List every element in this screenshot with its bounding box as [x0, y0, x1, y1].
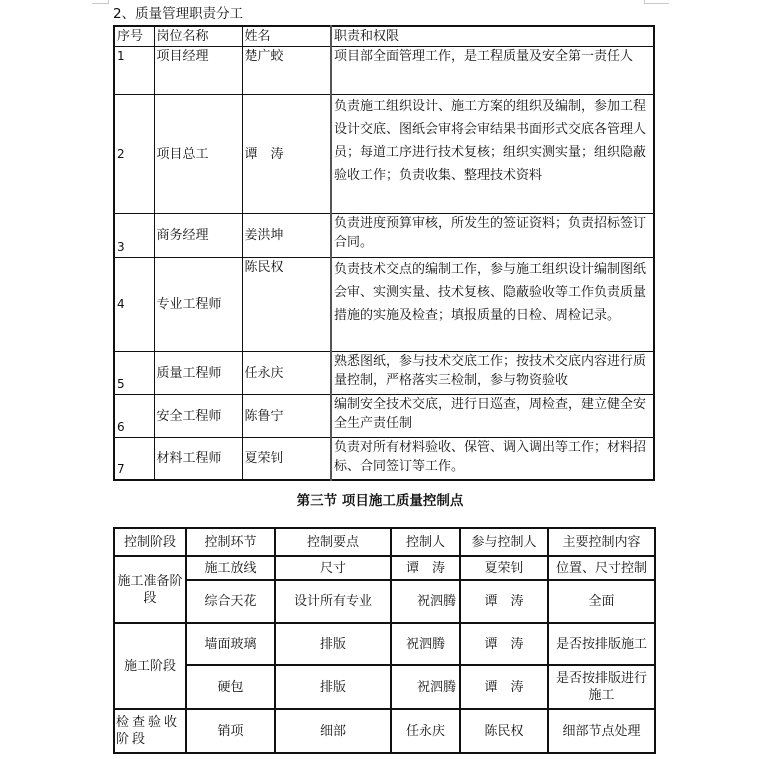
link-cell: 硬包	[186, 665, 275, 709]
header-cell: 职责和权限	[331, 26, 654, 47]
link-cell: 施工放线	[186, 556, 275, 580]
table-row	[114, 395, 654, 438]
table-row	[114, 556, 655, 580]
table-header-row	[114, 528, 655, 556]
section-heading-duties: 2、质量管理职责分工	[113, 6, 244, 22]
header-cell: 参与控制人	[460, 528, 548, 556]
content-cell: 全面	[548, 580, 655, 623]
name-cell: 陈鲁宁	[242, 395, 331, 438]
controller-cell: 谭 涛	[391, 556, 460, 580]
duty-cell: 负责技术交点的编制工作，参与施工组织设计编制图纸会审、实测实量、技术复核、隐蔽验收等工作负责质量措施的实施及检查；填报质量的日检、周检记录。	[331, 258, 654, 352]
duty-cell: 熟悉图纸，参与技术交底工作；按技术交底内容进行质量控制，严格落实三检制，参与物资验收	[331, 352, 654, 395]
section-title: 第三节 项目施工质量控制点	[296, 493, 464, 509]
header-cell: 控制环节	[186, 528, 275, 556]
header-cell: 序号	[114, 26, 154, 47]
content-cell: 是否按排版施工	[548, 623, 655, 665]
point-cell: 尺寸	[275, 556, 391, 580]
header-cell: 主要控制内容	[548, 528, 655, 556]
link-cell: 综合天花	[186, 580, 275, 623]
link-cell: 墙面玻璃	[186, 623, 275, 665]
participant-cell: 陈民权	[460, 709, 548, 753]
table-row	[114, 258, 654, 352]
position-cell: 商务经理	[154, 214, 242, 258]
header-cell: 控制人	[391, 528, 460, 556]
row-number: 1	[114, 47, 154, 95]
position-cell: 质量工程师	[154, 352, 242, 395]
table-row	[114, 438, 654, 480]
name-cell: 楚广蛟	[242, 47, 331, 95]
table-row	[114, 709, 655, 753]
header-cell: 控制阶段	[114, 528, 186, 556]
duty-table	[113, 25, 655, 481]
duty-cell: 负责进度预算审核，所发生的签证资料；负责招标签订合同。	[331, 214, 654, 258]
controller-cell: 任永庆	[391, 709, 460, 753]
table-row	[114, 214, 654, 258]
duty-cell: 负责施工组织设计、施工方案的组织及编制，参加工程设计交底、图纸会审将会审结果书面形式交底各管理人员；每道工序进行技术复核；组织实测实量；组织隐蔽验收工作；负责收集、整理技术资料	[331, 95, 654, 214]
control-points-table	[113, 527, 656, 754]
name-cell: 任永庆	[242, 352, 331, 395]
stage-cell: 施工阶段	[114, 623, 186, 709]
table-row	[114, 95, 654, 214]
point-cell: 细部	[275, 709, 391, 753]
controller-cell: 祝泗腾	[391, 665, 460, 709]
participant-cell: 谭 涛	[460, 623, 548, 665]
position-cell: 专业工程师	[154, 258, 242, 352]
participant-cell: 谭 涛	[460, 665, 548, 709]
position-cell: 安全工程师	[154, 395, 242, 438]
stage-cell: 施工准备阶段	[114, 556, 186, 623]
row-number: 7	[114, 438, 154, 480]
row-number: 6	[114, 395, 154, 438]
point-cell: 排版	[275, 623, 391, 665]
content-cell: 位置、尺寸控制	[548, 556, 655, 580]
row-number: 2	[114, 95, 154, 214]
duty-cell: 编制安全技术交底，进行日巡查，周检查，建立健全安全生产责任制	[331, 395, 654, 438]
table-row	[114, 47, 654, 95]
duty-cell: 项目部全面管理工作，是工程质量及安全第一责任人	[331, 47, 654, 95]
header-cell: 控制要点	[275, 528, 391, 556]
duty-cell: 负责对所有材料验收、保管、调入调出等工作；材料招标、合同签订等工作。	[331, 438, 654, 480]
table-row	[114, 623, 655, 665]
table-row	[114, 580, 655, 623]
position-cell: 材料工程师	[154, 438, 242, 480]
stage-cell: 检查验收阶段	[114, 709, 186, 753]
name-cell: 姜洪坤	[242, 214, 331, 258]
link-cell: 销项	[186, 709, 275, 753]
name-cell: 谭 涛	[242, 95, 331, 214]
participant-cell: 夏荣钊	[460, 556, 548, 580]
row-number: 4	[114, 258, 154, 352]
content-cell: 细部节点处理	[548, 709, 655, 753]
crop-mark-top-right	[644, 0, 669, 4]
controller-cell: 祝泗腾	[391, 580, 460, 623]
point-cell: 排版	[275, 665, 391, 709]
content-cell: 是否按排版进行施工	[548, 665, 655, 709]
name-cell: 陈民权	[242, 258, 331, 352]
table-row	[114, 665, 655, 709]
row-number: 5	[114, 352, 154, 395]
point-cell: 设计所有专业	[275, 580, 391, 623]
table-header-row	[114, 26, 654, 47]
participant-cell: 谭 涛	[460, 580, 548, 623]
row-number: 3	[114, 214, 154, 258]
header-cell: 姓名	[242, 26, 331, 47]
position-cell: 项目经理	[154, 47, 242, 95]
header-cell: 岗位名称	[154, 26, 242, 47]
controller-cell: 祝泗腾	[391, 623, 460, 665]
table-row	[114, 352, 654, 395]
crop-mark-top-left	[92, 0, 109, 4]
name-cell: 夏荣钊	[242, 438, 331, 480]
position-cell: 项目总工	[154, 95, 242, 214]
